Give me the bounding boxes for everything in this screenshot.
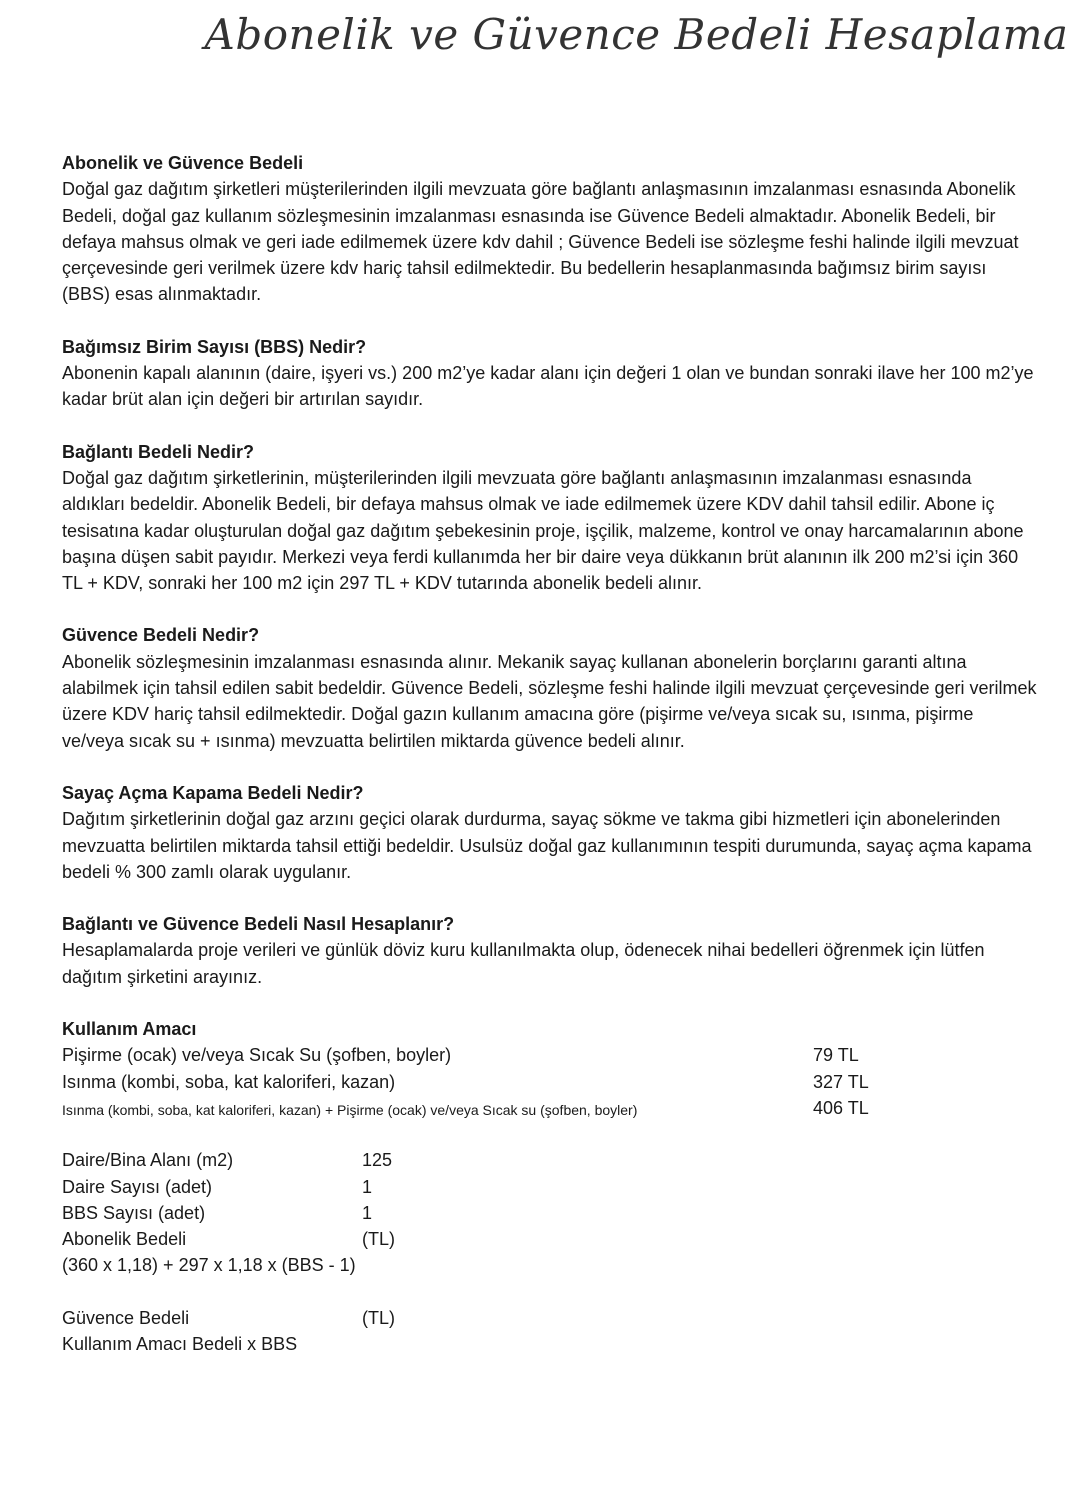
deposit-formula: Kullanım Amacı Bedeli x BBS xyxy=(62,1333,298,1354)
section-heading: Güvence Bedeli Nedir? xyxy=(62,625,260,646)
usage-option-cooking[interactable] xyxy=(62,1042,1037,1068)
bbs-count-value: 1 xyxy=(362,1202,373,1223)
area-input[interactable]: 125 xyxy=(362,1150,393,1171)
usage-price: 79 TL xyxy=(813,1045,859,1066)
area-row xyxy=(62,1147,1037,1173)
section-baglanti-bedeli xyxy=(62,439,1037,597)
deposit-formula-row xyxy=(62,1331,1037,1357)
usage-purpose-section xyxy=(62,1016,1037,1121)
section-body: Hesaplamalarda proje verileri ve günlük döviz kuru kullanılmakta olup, ödenecek nihai bedelleri öğrenmek için lütfen dağıtım şirketini arayınız. xyxy=(62,940,985,987)
unit-count-input[interactable]: 1 xyxy=(362,1176,373,1197)
usage-label: Isınma (kombi, soba, kat kaloriferi, kazan) xyxy=(62,1071,396,1092)
document-content xyxy=(62,150,1037,1357)
usage-option-heating[interactable] xyxy=(62,1069,1037,1095)
section-nasil-hesaplanir xyxy=(62,911,1037,990)
section-bbs xyxy=(62,334,1037,413)
section-body: Abonelik sözleşmesinin imzalanması esnasında alınır. Mekanik sayaç kullanan abonelerin borçlarını garanti altına alabilmek için tahsil edilen sabit bedeldir. Güvence Bedeli, sözleşme feshi halinde ilgili mevzuat çerçevesinde geri verilmek üzere KDV hariç tahsil edilmektedir. Doğal gazın kullanım amacına göre (pişirme ve/veya sıcak su, ısınma, pişirme ve/veya sıcak su + ısınma) mevzuatta belirtilen miktarda güvence bedeli alınır. xyxy=(62,651,1037,751)
subscription-formula-row xyxy=(62,1252,1037,1278)
section-heading: Bağlantı Bedeli Nedir? xyxy=(62,441,255,462)
spacer xyxy=(62,1279,1037,1305)
deposit-fee-row xyxy=(62,1305,1037,1331)
section-body: Dağıtım şirketlerinin doğal gaz arzını geçici olarak durdurma, sayaç sökme ve takma gibi hizmetleri için abonelerinden mevzuatta belirtilen miktarda tahsil ettiği bedeldir. Usulsüz doğal gaz kullanımının tespiti durumunda, sayaç açma kapama bedeli % 300 zamlı olarak uygulanır. xyxy=(62,809,1032,882)
subscription-fee-value: (TL) xyxy=(362,1229,395,1250)
deposit-fee-label: Güvence Bedeli xyxy=(62,1307,190,1328)
usage-label: Pişirme (ocak) ve/veya Sıcak Su (şofben, boyler) xyxy=(62,1045,452,1066)
usage-price: 406 TL xyxy=(813,1097,869,1118)
area-label: Daire/Bina Alanı (m2) xyxy=(62,1150,234,1171)
section-body: Doğal gaz dağıtım şirketlerinin, müşterilerinden ilgili mevzuata göre bağlantı anlaşmasının imzalanması esnasında aldıkları bedeldir. Abonelik Bedeli, bir defaya mahsus olmak ve iade edilmemek üzere KDV dahil tahsil edilir. Abone iç tesisatına kadar oluşturulan doğal gaz dağıtım şebekesinin proje, işçilik, malzeme, kontrol ve onay harcamalarının abone başına düşen sabit payıdır. Merkezi veya ferdi kullanımda her bir daire veya dükkanın brüt alanının ilk 200 m2’si için 360 TL + KDV, sonraki her 100 m2 için 297 TL + KDV tutarında abonelik bedeli alınır. xyxy=(62,467,1024,594)
page-title: Abonelik ve Güvence Bedeli Hesaplama xyxy=(204,10,1069,59)
bbs-count-label: BBS Sayısı (adet) xyxy=(62,1202,206,1223)
section-body: Abonenin kapalı alanının (daire, işyeri vs.) 200 m2’ye kadar alanı için değeri 1 olan ve bundan sonraki ilave her 100 m2’ye kadar brüt alan için değeri bir artırılan sayıdır. xyxy=(62,363,1034,410)
unit-count-row xyxy=(62,1174,1037,1200)
usage-label: Isınma (kombi, soba, kat kaloriferi, kazan) + Pişirme (ocak) ve/veya Sıcak su (şofben, boyler) xyxy=(62,1101,638,1118)
subscription-fee-label: Abonelik Bedeli xyxy=(62,1229,187,1250)
usage-heading: Kullanım Amacı xyxy=(62,1019,197,1040)
fee-calculator xyxy=(62,1147,1037,1357)
section-heading: Bağlantı ve Güvence Bedeli Nasıl Hesaplanır? xyxy=(62,914,455,935)
bbs-count-row xyxy=(62,1200,1037,1226)
unit-count-label: Daire Sayısı (adet) xyxy=(62,1176,213,1197)
deposit-fee-value: (TL) xyxy=(362,1307,395,1328)
subscription-formula: (360 x 1,18) + 297 x 1,18 x (BBS - 1) xyxy=(62,1255,356,1276)
section-abonelik-guvence xyxy=(62,150,1037,308)
usage-price: 327 TL xyxy=(813,1071,869,1092)
usage-option-heating-cooking[interactable] xyxy=(62,1095,1037,1121)
section-sayac-acma-kapama xyxy=(62,780,1037,885)
section-body: Doğal gaz dağıtım şirketleri müşterilerinden ilgili mevzuata göre bağlantı anlaşmasının imzalanması esnasında Abonelik Bedeli, doğal gaz kullanım sözleşmesinin imzalanması esnasında ise Güvence Bedeli almaktadır. Abonelik Bedeli, bir defaya mahsus olmak ve geri iade edilmemek üzere kdv dahil ; Güvence Bedeli ise sözleşme feshi halinde ilgili mevzuat çerçevesinde geri verilmek üzere kdv hariç tahsil edilmektedir. Bu bedellerin hesaplanmasında bağımsız birim sayısı (BBS) esas alınmaktadır. xyxy=(62,179,1019,305)
section-heading: Abonelik ve Güvence Bedeli xyxy=(62,153,304,173)
subscription-fee-row xyxy=(62,1226,1037,1252)
section-heading: Sayaç Açma Kapama Bedeli Nedir? xyxy=(62,782,364,803)
section-guvence-bedeli xyxy=(62,622,1037,753)
section-heading: Bağımsız Birim Sayısı (BBS) Nedir? xyxy=(62,336,367,357)
